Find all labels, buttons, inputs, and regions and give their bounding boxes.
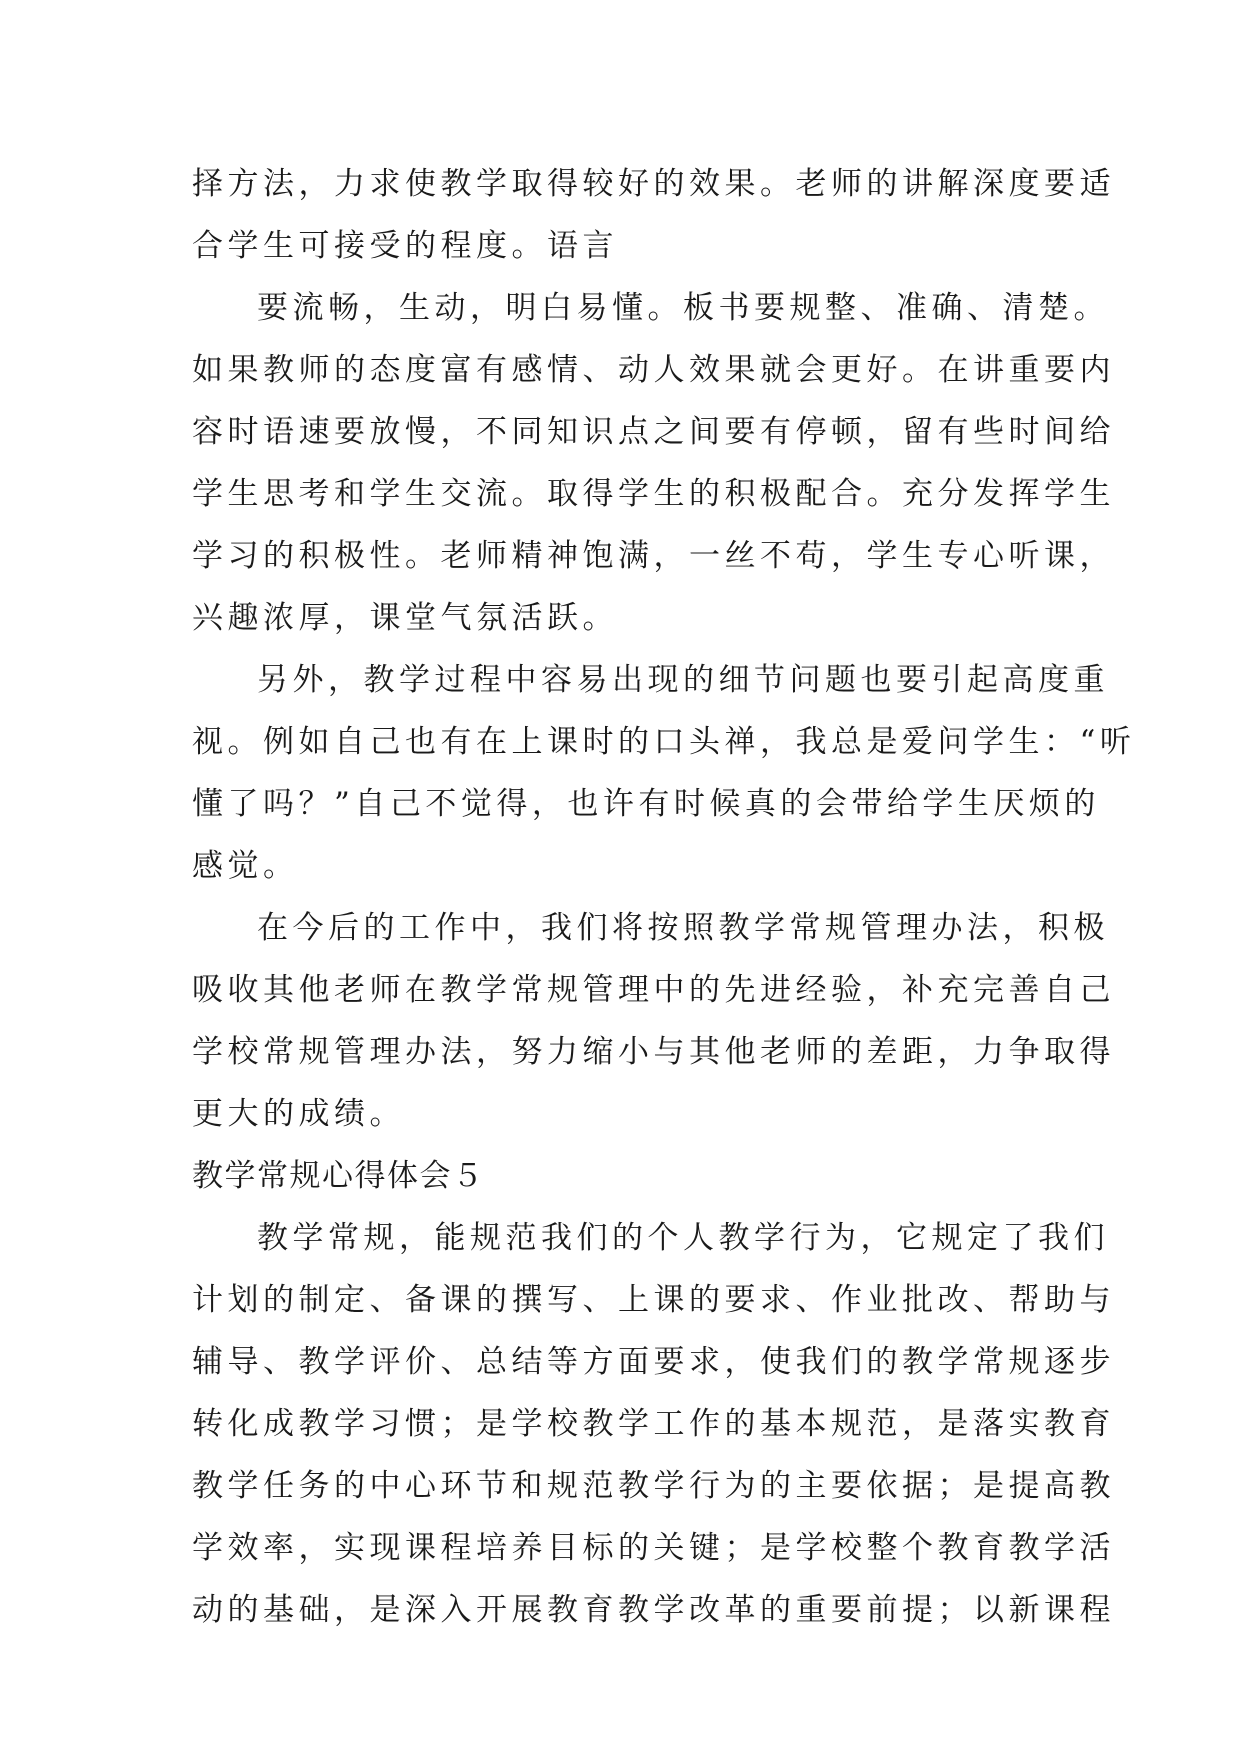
text-line: 计划的制定、备课的撰写、上课的要求、作业批改、帮助与 — [192, 1282, 1115, 1318]
text-line: 择方法，力求使教学取得较好的效果。老师的讲解深度要适 — [192, 166, 1115, 202]
text-line: 教学常规，能规范我们的个人教学行为，它规定了我们 — [257, 1220, 1109, 1256]
text-line: 学效率，实现课程培养目标的关键；是学校整个教育教学活 — [192, 1530, 1115, 1566]
text-line: 教学任务的中心环节和规范教学行为的主要依据；是提高教 — [192, 1468, 1115, 1504]
text-line: 学习的积极性。老师精神饱满，一丝不苟，学生专心听课， — [192, 538, 1115, 574]
text-line: 懂了吗？”自己不觉得，也许有时候真的会带给学生厌烦的 — [192, 786, 1100, 822]
text-line: 转化成教学习惯；是学校教学工作的基本规范，是落实教育 — [192, 1406, 1115, 1442]
text-line: 在今后的工作中，我们将按照教学常规管理办法，积极 — [257, 910, 1109, 946]
text-line: 另外，教学过程中容易出现的细节问题也要引起高度重 — [257, 662, 1109, 698]
text-line: 要流畅，生动，明白易懂。板书要规整、准确、清楚。 — [257, 290, 1109, 326]
text-line: 辅导、教学评价、总结等方面要求，使我们的教学常规逐步 — [192, 1344, 1115, 1380]
text-line: 动的基础，是深入开展教育教学改革的重要前提；以新课程 — [192, 1592, 1115, 1628]
text-line: 兴趣浓厚，课堂气氛活跃。 — [192, 600, 618, 636]
section-heading: 教学常规心得体会５ — [192, 1158, 485, 1194]
text-line: 感觉。 — [192, 848, 299, 884]
text-line: 更大的成绩。 — [192, 1096, 405, 1132]
text-line: 视。例如自己也有在上课时的口头禅，我总是爱问学生：“听 — [192, 724, 1136, 760]
text-line: 学生思考和学生交流。取得学生的积极配合。充分发挥学生 — [192, 476, 1115, 512]
text-line: 合学生可接受的程度。语言 — [192, 228, 618, 264]
text-line: 容时语速要放慢，不同知识点之间要有停顿，留有些时间给 — [192, 414, 1115, 450]
text-line: 学校常规管理办法，努力缩小与其他老师的差距，力争取得 — [192, 1034, 1115, 1070]
text-line: 如果教师的态度富有感情、动人效果就会更好。在讲重要内 — [192, 352, 1115, 388]
text-line: 吸收其他老师在教学常规管理中的先进经验，补充完善自己 — [192, 972, 1115, 1008]
